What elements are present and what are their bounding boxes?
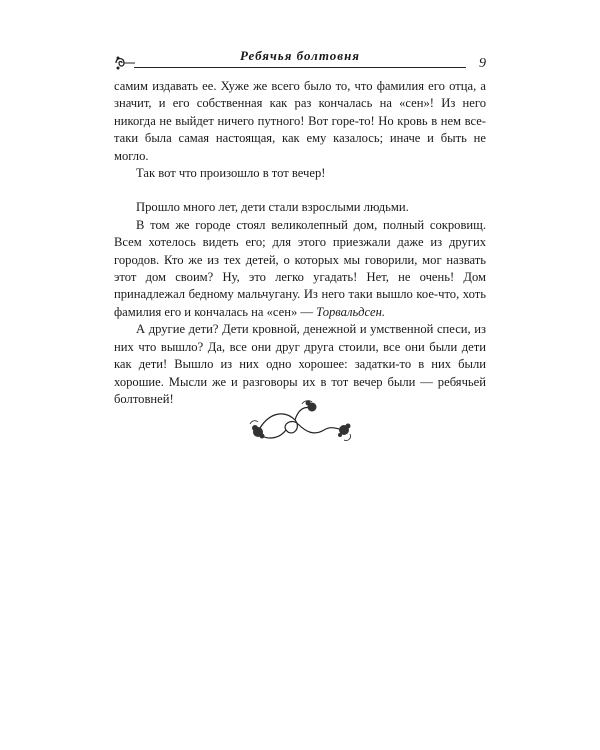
name-thorvaldsen: Торвальдсен.	[316, 304, 385, 319]
paragraph-text: В том же городе стоял великолепный дом, полный сокровищ. Всем хотелось видеть его; для этого приезжали даже из других городов. Кто же из тех детей, о которых мы говорили, мог назвать этот дом своим? Ну, это легко угадать! Нет, не очень! Дом принадлежал бедному мальчугану. Из него таки вышло кое-что, хоть фамилия его и кончалась на «сен» —	[114, 217, 486, 319]
floral-vignette-icon	[240, 398, 360, 446]
page-number: 9	[479, 56, 486, 71]
section-break	[114, 182, 486, 199]
header-rule	[134, 67, 466, 68]
paragraph: А другие дети? Дети кровной, денежной и умственной спеси, из них что вышло? Да, все они друг друга стоили, все они были дети как дети! Вышло из них одно хорошее: задатки-то в них были хорошие. Мысли же и разговоры их в тот вечер были — ребячьей болтовней!	[114, 322, 486, 406]
paragraph: Прошло много лет, дети стали взрослыми людьми.	[136, 200, 409, 215]
paragraph: Так вот что произошло в тот вечер!	[136, 166, 326, 181]
running-title: Ребячья болтовня	[240, 48, 360, 63]
body-text	[114, 78, 486, 408]
running-header	[114, 46, 486, 76]
paragraph	[114, 217, 486, 321]
paragraph: самим издавать ее. Хуже же всего было то, что фамилия его отца, а значит, и его собственная как раз кончалась на «сен»! Из него никогда не выйдет ничего путного! Вот горе-то! Но кровь в нем все-таки была самая настоящая, как ему казалось; иначе и быть не могло.	[114, 79, 486, 163]
